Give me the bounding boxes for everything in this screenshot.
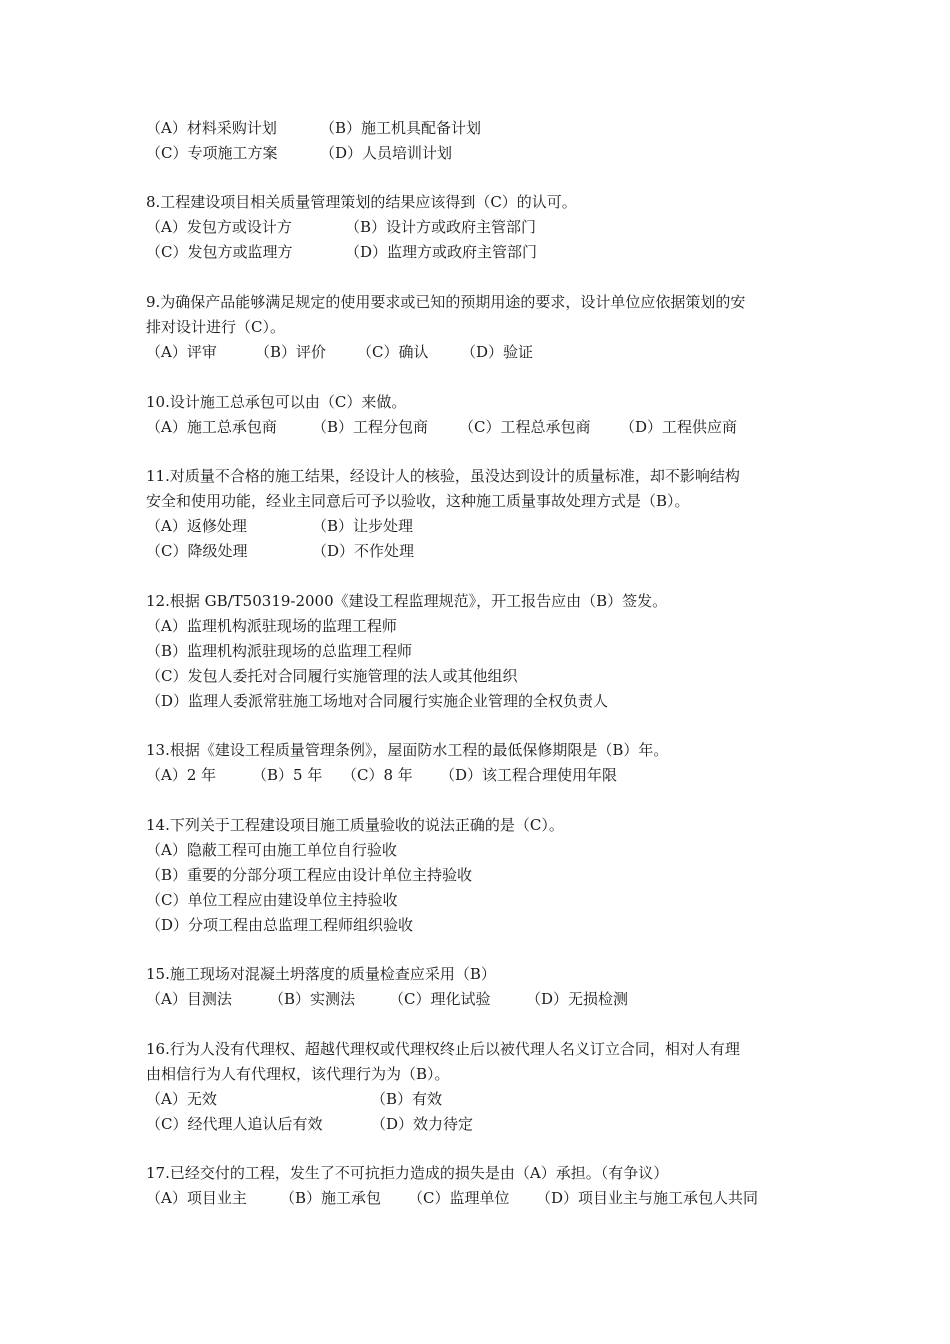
option-c: （C）专项施工方案 xyxy=(146,144,278,162)
option-c: （C）降级处理 xyxy=(146,542,248,560)
option-b: （B）施工承包 xyxy=(280,1189,382,1207)
option-d: （D）监理方或政府主管部门 xyxy=(345,243,538,261)
option-a: （A）施工总承包商 xyxy=(146,418,277,436)
question-10-stem: 10.设计施工总承包可以由（C）来做。 xyxy=(146,393,407,411)
option-c: （C）经代理人追认后有效 xyxy=(146,1115,323,1133)
option-b: （B）让步处理 xyxy=(312,517,414,535)
option-d: （D）不作处理 xyxy=(312,542,415,560)
option-d: （D）分项工程由总监理工程师组织验收 xyxy=(146,916,414,934)
option-b: （B）评价 xyxy=(255,343,327,361)
option-d: （D）效力待定 xyxy=(371,1115,474,1133)
question-9-stem-line2: 排对设计进行（C）。 xyxy=(146,318,285,336)
option-a: （A）评审 xyxy=(146,343,217,361)
option-b: （B）有效 xyxy=(371,1090,443,1108)
question-17-stem: 17.已经交付的工程，发生了不可抗拒力造成的损失是由（A）承担。（有争议） xyxy=(146,1164,669,1182)
option-b: （B）设计方或政府主管部门 xyxy=(345,218,537,236)
option-b: （B）施工机具配备计划 xyxy=(320,119,482,137)
question-9-stem-line1: 9.为确保产品能够满足规定的使用要求或已知的预期用途的要求，设计单位应依据策划的安 xyxy=(146,293,746,311)
option-b: （B）实测法 xyxy=(269,990,356,1008)
option-a: （A）隐蔽工程可由施工单位自行验收 xyxy=(146,841,397,859)
option-c: （C）发包人委托对合同履行实施管理的法人或其他组织 xyxy=(146,667,518,685)
option-d: （D）无损检测 xyxy=(526,990,629,1008)
option-a: （A）材料采购计划 xyxy=(146,119,277,137)
option-c: （C）确认 xyxy=(357,343,429,361)
question-16-stem-line1: 16.行为人没有代理权、超越代理权或代理权终止后以被代理人名义订立合同，相对人有理 xyxy=(146,1040,740,1058)
option-b: （B）工程分包商 xyxy=(312,418,429,436)
option-a: （A）目测法 xyxy=(146,990,232,1008)
option-c: （C）理化试验 xyxy=(389,990,491,1008)
question-8-stem: 8.工程建设项目相关质量管理策划的结果应该得到（C）的认可。 xyxy=(146,193,577,211)
question-12-stem: 12.根据 GB/T50319-2000《建设工程监理规范》，开工报告应由（B）签发。 xyxy=(146,592,668,610)
option-b: （B）重要的分部分项工程应由设计单位主持验收 xyxy=(146,866,473,884)
option-a: （A）2 年 xyxy=(146,766,217,784)
question-16-stem-line2: 由相信行为人有代理权，该代理行为为（B）。 xyxy=(146,1065,450,1083)
option-b: （B）5 年 xyxy=(252,766,323,784)
option-c: （C）工程总承包商 xyxy=(459,418,591,436)
option-a: （A）监理机构派驻现场的监理工程师 xyxy=(146,617,397,635)
option-d: （D）该工程合理使用年限 xyxy=(440,766,618,784)
option-a: （A）发包方或设计方 xyxy=(146,218,292,236)
option-c: （C）发包方或监理方 xyxy=(146,243,293,261)
option-d: （D）监理人委派常驻施工场地对合同履行实施企业管理的全权负责人 xyxy=(146,692,609,710)
option-c: （C）8 年 xyxy=(342,766,413,784)
option-d: （D）人员培训计划 xyxy=(320,144,453,162)
option-d: （D）验证 xyxy=(461,343,534,361)
option-c: （C）监理单位 xyxy=(408,1189,510,1207)
question-11-stem-line1: 11.对质量不合格的施工结果，经设计人的核验，虽没达到设计的质量标准，却不影响结构 xyxy=(146,467,740,485)
option-a: （A）返修处理 xyxy=(146,517,247,535)
option-a: （A）项目业主 xyxy=(146,1189,247,1207)
question-13-stem: 13.根据《建设工程质量管理条例》，屋面防水工程的最低保修期限是（B）年。 xyxy=(146,741,669,759)
question-15-stem: 15.施工现场对混凝土坍落度的质量检查应采用（B） xyxy=(146,965,496,983)
question-11-stem-line2: 安全和使用功能，经业主同意后可予以验收，这种施工质量事故处理方式是（B）。 xyxy=(146,492,690,510)
option-d: （D）工程供应商 xyxy=(620,418,738,436)
option-a: （A）无效 xyxy=(146,1090,217,1108)
question-14-stem: 14.下列关于工程建设项目施工质量验收的说法正确的是（C）。 xyxy=(146,816,564,834)
option-b: （B）监理机构派驻现场的总监理工程师 xyxy=(146,642,413,660)
option-d: （D）项目业主与施工承包人共同 xyxy=(536,1189,759,1207)
option-c: （C）单位工程应由建设单位主持验收 xyxy=(146,891,398,909)
